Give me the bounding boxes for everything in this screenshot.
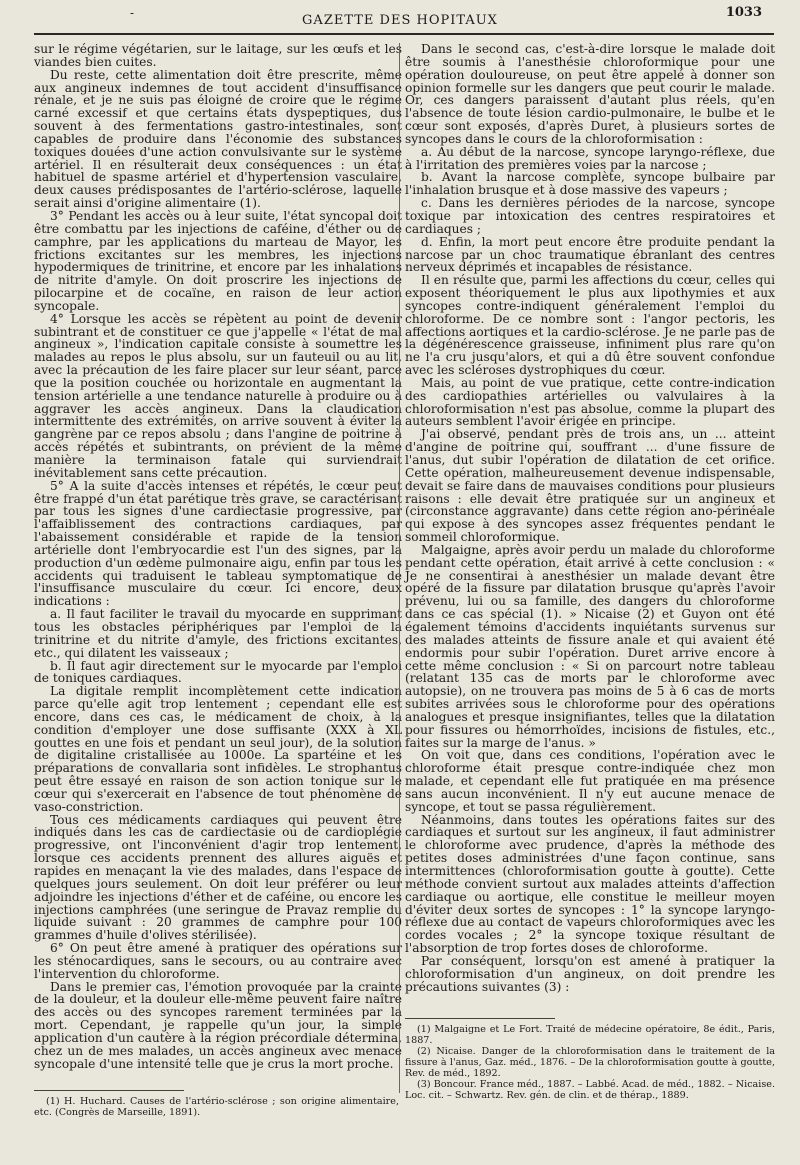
footnote: (1) H. Huchard. Causes de l'artério-sclérose ; son origine alimentaire, etc. (Congrès de Marseille, 1891). bbox=[34, 1096, 399, 1118]
running-title: GAZETTE DES HOPITAUX bbox=[302, 13, 498, 28]
paragraph: 6° On peut être amené à pratiquer des opérations sur les sténocardiques, sans le secours, ou au contraire avec l'intervention du chloroforme. bbox=[34, 941, 402, 981]
paragraph: 5° A la suite d'accès intenses et répétés, le cœur peut être frappé d'un état parétique très grave, se caractérisant par tous les signes d'une cardiectasie progressive, par l'affaiblissement des contractions cardiaques, par l'abaissement considérable et rapide de la tension artérielle dont l'embryocardie est l'un des signes, par la production d'un œdème pulmonaire aigu, enfin par tous les accidents qui traduisent le tableau symptomatique de l'insuffisance musculaire du cœur. Ici encore, deux indications : bbox=[34, 478, 402, 609]
paragraph: b. Il faut agir directement sur le myocarde par l'emploi de toniques cardiaques. bbox=[34, 658, 402, 686]
paragraph: 3° Pendant les accès ou à leur suite, l'état syncopal doit être combattu par les injections de caféine, d'éther ou de camphre, par les applications du marteau de Mayor, les frictions excitantes sur les membres, les injections hypodermiques de trinitrine, et encore par les inhalations de nitrite d'amyle. On doit proscrire les injections de pilocarpine et de cocaïne, en raison de leur action syncopale. bbox=[34, 208, 402, 313]
paragraph: Du reste, cette alimentation doit être prescrite, même aux angineux indemnes de tout accident d'insuffisance rénale, et je ne suis pas éloigné de croire que le régime carné excessif et que certains états dyspeptiques, dus souvent à des fermentations gastro-intestinales, sont capables de produire dans l'économie des substances toxiques douées d'une action convulsivante sur le système artériel. Il en résulterait deux conséquences : un état habituel de spasme artériel et d'hypertension vasculaire, deux causes prédisposantes de l'artério-sclérose, laquelle serait ainsi d'origine alimentaire (1). bbox=[34, 67, 402, 211]
paragraph: sur le régime végétarien, sur le laitage, sur les œufs et les viandes bien cuites. bbox=[34, 42, 402, 69]
header-rule bbox=[34, 33, 774, 35]
paragraph: Mais, au point de vue pratique, cette contre-indication des cardiopathies artérielles ou valvulaires à la chloroformisation n'est pas absolue, comme la plupart des auteurs semblent l'avoir érigée en principe. bbox=[405, 375, 775, 429]
paragraph: a. Au début de la narcose, syncope laryngo-réflexe, due à l'irritation des premières voies par la narcose ; bbox=[405, 144, 775, 172]
footnote-rule bbox=[405, 1018, 555, 1019]
right-footnotes bbox=[405, 1024, 775, 1101]
paragraph: Par conséquent, lorsqu'on est amené à pratiquer la chloroformisation d'un angineux, on doit prendre les précautions suivantes (3) : bbox=[405, 953, 775, 994]
paragraph: Malgaigne, après avoir perdu un malade du chloroforme pendant cette opération, était arrivé à cette conclusion : « Je ne consentirai à anesthésier un malade devant être opéré de la fissure par dilatation brusque qu'après l'avoir prévenu, lui ou sa famille, des dangers du chloroforme dans ce cas spécial (1). » Nicaise (2) et Guyon ont été également témoins d'accidents inquiétants survenus sur des malades atteints de fissure anale et qui avaient été endormis pour subir l'opération. Duret arrive encore à cette même conclusion : « Si on parcourt notre tableau (relatant 135 cas de morts par le chloroforme avec autopsie), on ne trouvera pas moins de 5 à 6 cas de morts subites arrivées sous le chloroforme pour des opérations analogues et presque insignifiantes, telles que la dilatation pour fissures ou hémorrhoïdes, incisions de fistules, etc., faites sur la marge de l'anus. » bbox=[405, 542, 775, 750]
paragraph: Tous ces médicaments cardiaques qui peuvent être indiqués dans les cas de cardiectasie ou de cardioplégie progressive, ont l'inconvénient d'agir trop lentement, lorsque ces accidents prennent des allures aiguës et rapides en menaçant la vie des malades, dans l'espace de quelques jours seulement. On doit leur préférer ou leur adjoindre les injections d'éther et de caféine, ou encore les injections camphrées (une seringue de Pravaz remplie du liquide suivant : 20 grammes de camphre pour 100 grammes d'huile d'olives stérilisée). bbox=[34, 812, 402, 943]
paragraph: La digitale remplit incomplètement cette indication parce qu'elle agit trop lentement ; cependant elle est encore, dans ces cas, le médicament de choix, à la condition d'employer une dose suffisante (XXX à XL gouttes en une fois et pendant un seul jour), de la solution de digitaline cristallisée au 1000e. La spartéine et les préparations de convallaria sont infidèles. Le strophantus peut être essayé en raison de son action tonique sur le cœur qui s'exercerait en l'absence de tout phénomène de vaso-constriction. bbox=[34, 684, 402, 814]
paragraph: 4° Lorsque les accès se répètent au point de devenir subintrant et de constituer ce que j'appelle « l'état de mal angineux », l'indication capitale consiste à soumettre les malades au repos le plus absolu, sur un fauteuil ou au lit, avec la précaution de les faire placer sur leur séant, parce que la position couchée ou horizontale en augmentant la tension artérielle a une tendance naturelle à produire ou à aggraver les accès angineux. Dans la claudication intermittente des extrémités, on arrive souvent à éviter la gangrène par ce repos absolu ; dans l'angine de poitrine à accès répétés et subintrants, on prévient de la même manière la terminaison fatale qui surviendrait inévitablement sans cette précaution. bbox=[34, 311, 402, 480]
left-footnotes bbox=[34, 1096, 399, 1118]
paragraph: a. Il faut faciliter le travail du myocarde en supprimant tous les obstacles périphériques par l'emploi de la trinitrine et du nitrite d'amyle, des frictions excitantes, etc., qui dilatent les vaisseaux ; bbox=[34, 607, 402, 660]
page-number: 1033 bbox=[725, 5, 762, 20]
right-column bbox=[405, 43, 775, 993]
paragraph: d. Enfin, la mort peut encore être produite pendant la narcose par un choc traumatique ébranlant des centres nerveux déprimés et incapables de résistance. bbox=[405, 234, 775, 275]
header-mark: - bbox=[130, 6, 135, 20]
paragraph: b. Avant la narcose complète, syncope bulbaire par l'inhalation brusque et à dose massive des vapeurs ; bbox=[405, 170, 775, 198]
column-divider bbox=[399, 43, 400, 1093]
footnote-rule bbox=[34, 1090, 184, 1091]
footnote: (2) Nicaise. Danger de la chloroformisation dans le traitement de la fissure à l'anus, Gaz. méd., 1876. – De la chloroformisation goutte à goutte, Rev. de méd., 1892. bbox=[405, 1046, 775, 1079]
paragraph: c. Dans les dernières périodes de la narcose, syncope toxique par intoxication des centres respiratoires et cardiaques ; bbox=[405, 196, 775, 236]
paragraph: Dans le premier cas, l'émotion provoquée par la crainte de la douleur, et la douleur elle-même peuvent faire naître des accès ou des syncopes rarement terminées par la mort. Cependant, je rappelle qu'un jour, la simple application d'un cautère à la région précordiale détermina, chez un de mes malades, un accès angineux avec menace syncopale d'une intensité telle que je crus la mort proche. bbox=[34, 979, 402, 1071]
paragraph: On voit que, dans ces conditions, l'opération avec le chloroforme était presque contre-indiquée chez mon malade, et cependant elle fut pratiquée en ma présence sans aucun inconvénient. Il n'y eut aucune menace de syncope, et tout se passa régulièrement. bbox=[405, 748, 775, 814]
footnote: (3) Boncour. France méd., 1887. – Labbé. Acad. de méd., 1882. – Nicaise. Loc. cit. – Schwartz. Rev. gén. de clin. et de thérap., 1889. bbox=[405, 1079, 775, 1101]
left-column bbox=[34, 43, 402, 1071]
paragraph: Il en résulte que, parmi les affections du cœur, celles qui exposent théoriquement le plus aux lipothymies et aux syncopes contre-indiquent généralement l'emploi du chloroforme. De ce nombre sont : l'angor pectoris, les affections aortiques et la cardio-sclérose. Je ne parle pas de la dégénérescence graisseuse, infiniment plus rare qu'on ne l'a cru jusqu'alors, et qui a dû être souvent confondue avec les scléroses dystrophiques du cœur. bbox=[405, 273, 775, 378]
paragraph: Dans le second cas, c'est-à-dire lorsque le malade doit être soumis à l'anesthésie chloroformique pour une opération douloureuse, on peut être appelé à donner son opinion formelle sur les dangers que peut courir le malade. Or, ces dangers paraissent d'autant plus réels, qu'en l'absence de toute lésion cardio-pulmonaire, le bulbe et le cœur sont exposés, d'après Duret, à plusieurs sortes de syncopes dans le cours de la chloroformisation : bbox=[405, 42, 775, 146]
footnote: (1) Malgaigne et Le Fort. Traité de médecine opératoire, 8e édit., Paris, 1887. bbox=[405, 1024, 775, 1046]
paragraph: Néanmoins, dans toutes les opérations faites sur des cardiaques et surtout sur les angineux, il faut administrer le chloroforme avec prudence, d'après la méthode des petites doses administrées d'une façon continue, sans intermittences (chloroformisation goutte à goutte). Cette méthode convient surtout aux malades atteints d'affection cardiaque ou aortique, elle constitue le meilleur moyen d'éviter deux sortes de syncopes : 1° la syncope laryngo-réflexe due au contact de vapeurs chloroformiques avec les cordes vocales ; 2° la syncope toxique résultant de l'absorption de trop fortes doses de chloroforme. bbox=[405, 812, 775, 956]
paragraph: J'ai observé, pendant près de trois ans, un ... atteint d'angine de poitrine qui, souffrant ... d'une fissure de l'anus, dut subir l'opération de dilatation de cet orifice. Cette opération, malheureusement devenue indispensable, devait se faire dans de mauvaises conditions pour plusieurs raisons : elle devait être pratiquée sur un angineux et (circonstance aggravante) dans cette région ano-périnéale qui expose à des syncopes assez fréquentes pendant le sommeil chloroformique. bbox=[405, 427, 775, 545]
